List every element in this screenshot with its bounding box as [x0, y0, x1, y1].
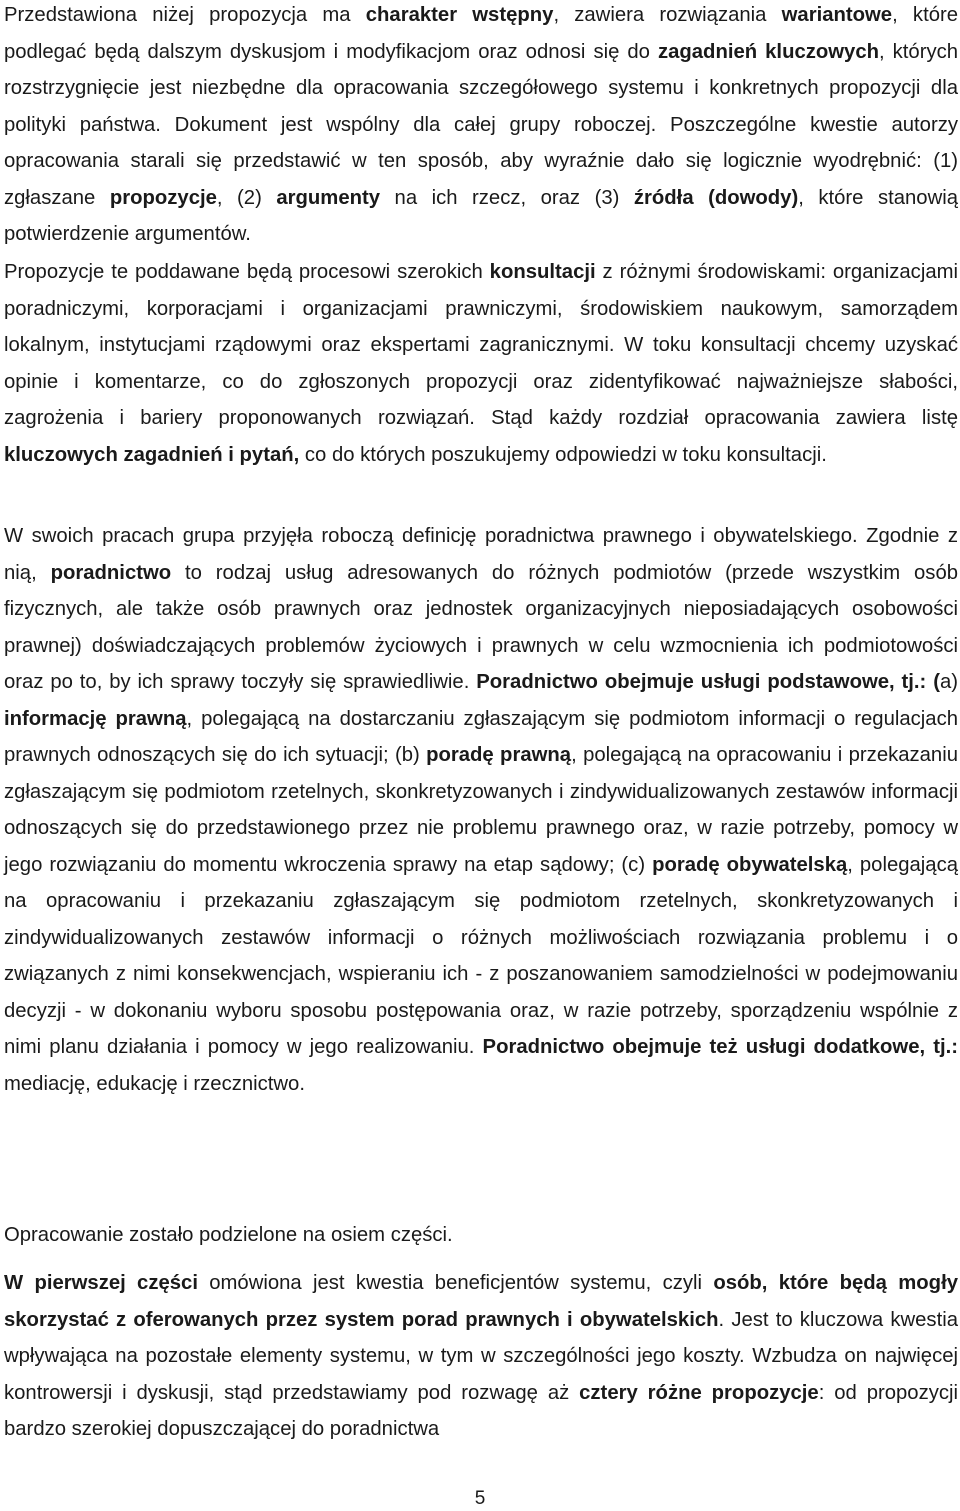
text-run: . Jest to kluczowa kwestia wpływająca na pozostałe elementy systemu, w tym w szczególności jego koszty. Wzbudza on najwięcej kontrowersji i dyskusji, stąd przedstawiamy pod rozwagę aż	[4, 1308, 958, 1404]
definition-paragraph	[4, 518, 958, 1102]
text-run: Opracowanie zostało podzielone na osiem części.	[4, 1224, 453, 1246]
emphasis: konsultacji	[489, 261, 596, 283]
emphasis: źródła (dowody)	[633, 186, 799, 209]
text-run: omówiona jest kwestia beneficjentów systemu, czyli	[197, 1272, 714, 1294]
emphasis: propozycje	[109, 186, 217, 209]
text-run: z różnymi środowiskami: organizacjami poradniczymi, korporacjami i organizacjami prawniczymi, środowiskiem naukowym, samorządem lokalnym, instytucjami rządowymi oraz ekspertami zagranicznymi. W toku konsultacji chcemy uzyskać opinie i komentarze, co do zgłoszonych propozycji oraz zidentyfikować najważniejsze słabości, zagrożenia i bariery proponowanych rozwiązań. Stąd każdy rozdział opracowania zawiera listę	[4, 261, 959, 429]
structure-paragraph	[4, 1217, 958, 1254]
text-run: co do których poszukujemy odpowiedzi w toku konsultacji.	[299, 443, 827, 466]
emphasis: Poradnictwo obejmuje też usługi dodatkowe, tj.:	[482, 1036, 958, 1058]
emphasis: W pierwszej części	[4, 1272, 198, 1294]
emphasis: kluczowych zagadnień i pytań,	[4, 443, 300, 466]
text-run: , polegającą na opracowaniu i przekazaniu zgłaszającym się podmiotom rzetelnych, skonkretyzowanych i zindywidualizowanych zestawów informacji odnoszących się do przedstawionego przez nie problemu prawnego oraz, w razie potrzeby, pomocy w jego rozwiązaniu do momentu wkroczenia sprawy na etap sądowy; (c)	[4, 744, 958, 876]
text-run: : od propozycji bardzo szerokiej dopuszczającej do poradnictwa	[4, 1381, 959, 1440]
emphasis: wariantowe	[781, 4, 893, 26]
text-run: , których rozstrzygnięcie jest niezbędne dla opracowania szczegółowego systemu i konkretnych propozycji dla polityki państwa. Dokument jest wspólny dla całej grupy roboczej. Poszczególne kwestie autorzy opracowania starali się przedstawić w ten sposób, aby wyraźnie dało się logicznie wyodrębnić: (1) zgłaszane	[4, 40, 959, 209]
text-run: , (2)	[216, 186, 277, 209]
text-run: , polegającą na opracowaniu i przekazaniu zgłaszającym się podmiotom rzetelnych, skonkretyzowanych i zindywidualizowanych zestawów informacji o różnych możliwościach rozwiązania problemu i o związanych z nimi konsekwencjach, wspieraniu ich - z poszanowaniem samodzielności w podejmowaniu decyzji - w dokonaniu wyboru sposobu postępowania oraz, w razie potrzeby, sporządzeniu wspólnie z nimi planu działania i pomocy w jego realizowaniu.	[4, 853, 958, 1058]
emphasis: argumenty	[276, 186, 381, 209]
text-run: Przedstawiona niżej propozycja ma	[4, 4, 366, 26]
emphasis: Poradnictwo obejmuje usługi podstawowe, tj.: (	[476, 671, 940, 693]
emphasis: cztery różne propozycje	[579, 1381, 819, 1404]
emphasis: charakter wstępny	[365, 4, 554, 26]
page-number: 5	[474, 1488, 486, 1509]
emphasis: informację prawną	[4, 707, 187, 730]
emphasis: zagadnień kluczowych	[657, 40, 879, 63]
emphasis: poradę prawną	[426, 744, 572, 766]
text-run: a)	[939, 671, 958, 693]
text-run: Propozycje te poddawane będą procesowi szerokich	[4, 261, 490, 283]
consultation-paragraph	[4, 254, 958, 473]
intro-paragraph	[4, 0, 958, 253]
text-run: , które stanowią potwierdzenie argumentów.	[4, 186, 959, 245]
text-run: na ich rzecz, oraz (3)	[380, 186, 634, 209]
emphasis: osób, które będą mogły skorzystać z oferowanych przez system porad prawnych i obywatelskich	[4, 1272, 958, 1331]
text-run: , które podlegać będą dalszym dyskusjom i modyfikacjom oraz odnosi się do	[4, 4, 959, 63]
text-run: , zawiera rozwiązania	[553, 4, 782, 26]
emphasis: poradę obywatelską	[652, 853, 848, 876]
text-run: W swoich pracach grupa przyjęła roboczą definicję poradnictwa prawnego i obywatelskiego. Zgodnie z nią,	[4, 525, 958, 584]
part-one-paragraph	[4, 1265, 958, 1448]
text-run: to rodzaj usług adresowanych do różnych podmiotów (przede wszystkim osób fizycznych, ale także osób prawnych oraz jednostek organizacyjnych nieposiadających osobowości prawnej) doświadczających problemów życiowych i prawnych w celu wzmocnienia ich podmiotowości oraz po to, by ich sprawy toczyły się sprawiedliwie.	[4, 561, 959, 693]
emphasis: poradnictwo	[50, 561, 172, 584]
text-run: mediację, edukację i rzecznictwo.	[4, 1072, 305, 1095]
text-run: , polegającą na dostarczaniu zgłaszającym się podmiotom informacji o regulacjach prawnych odnoszących się do ich sytuacji; (b)	[4, 707, 958, 766]
